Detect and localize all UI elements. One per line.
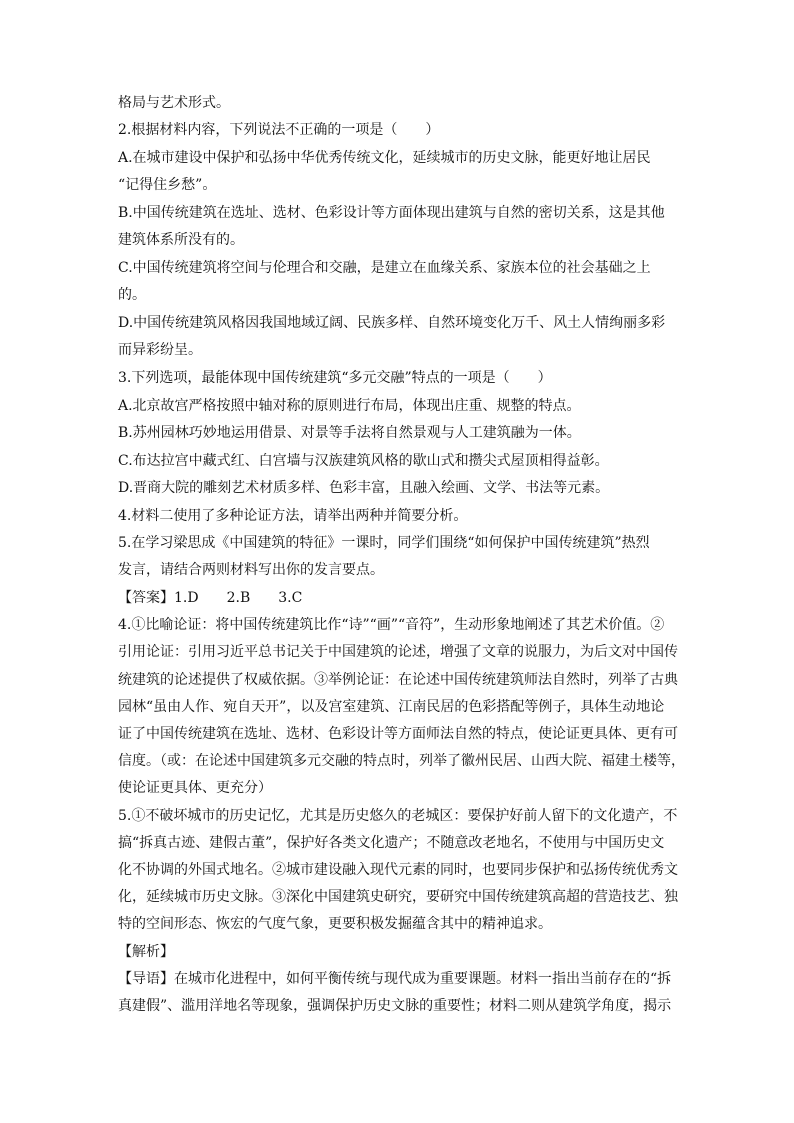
option-2c: C.中国传统建筑将空间与伦理合和交融，是建立在血缘关系、家族本位的社会基础之上 — [118, 260, 651, 276]
text-line: 使论证更具体、更充分） — [118, 780, 272, 796]
text-line: 信度。（或：在论述中国建筑多元交融的特点时，列举了徽州民居、山西大院、福建土楼等， — [118, 753, 685, 769]
question-3: 3.下列选项，最能体现中国传统建筑“多元交融”特点的一项是（ ） — [118, 370, 552, 386]
text-line: 引用论证：引用习近平总书记关于中国建筑的论述，增强了文章的说服力，为后文对中国传 — [118, 644, 678, 660]
question-2: 2.根据材料内容，下列说法不正确的一项是（ ） — [118, 122, 440, 138]
answer-5: 5.①不破坏城市的历史记忆，尤其是历史悠久的老城区：要保护好前人留下的文化遗产，不 — [118, 808, 678, 824]
text-line: 化不协调的外国式地名。②城市建设融入现代元素的同时，也要同步保护和弘扬传统优秀文 — [118, 862, 678, 878]
intro-paragraph: 【导语】在城市化进程中，如何平衡传统与现代成为重要课题。材料一指出当前存在的“拆 — [118, 971, 672, 987]
text-line: 而异彩纷呈。 — [118, 342, 202, 358]
text-line: 搞“拆真古迹、建假古董”，保护好各类文化遗产；不随意改老地名，不使用与中国历史文 — [118, 835, 665, 851]
option-3c: C.布达拉宫中藏式红、白宫墙与汉族建筑风格的歇山式和攒尖式屋顶相得益彰。 — [118, 453, 609, 469]
option-2a: A.在城市建设中保护和弘扬中华优秀传统文化，延续城市的历史文脉，能更好地让居民 — [118, 150, 651, 166]
option-2b: B.中国传统建筑在选址、选材、色彩设计等方面体现出建筑与自然的密切关系，这是其他 — [118, 205, 665, 221]
text-line: 特的空间形态、恢宏的气度气象，更要积极发掘蕴含其中的精神追求。 — [118, 916, 552, 932]
text-line: 证了中国传统建筑在选址、选材、色彩设计等方面师法自然的特点，使论证更具体、更有可 — [118, 726, 678, 742]
question-5: 5.在学习梁思成《中国建筑的特征》一课时，同学们围绕“如何保护中国传统建筑”热烈 — [118, 535, 650, 551]
text-line: “记得住乡愁”。 — [118, 177, 217, 193]
analysis-heading: 【解析】 — [118, 944, 174, 960]
question-4: 4.材料二使用了多种论证方法，请举出两种并简要分析。 — [118, 508, 468, 524]
option-3a: A.北京故宫严格按照中轴对称的原则进行布局，体现出庄重、规整的特点。 — [118, 398, 581, 414]
text-line: 真建假”、滥用洋地名等现象，强调保护历史文脉的重要性；材料二则从建筑学角度，揭示 — [118, 998, 672, 1014]
text-line: 园林“虽由人作、宛自天开”，以及宫室建筑、江南民居的色彩搭配等例子，具体生动地论 — [118, 699, 665, 715]
text-line: 统建筑的论述提供了权威依据。③举例论证：在论述中国传统建筑师法自然时，列举了古典 — [118, 672, 678, 688]
answer-4: 4.①比喻论证：将中国传统建筑比作“诗”“画”“音符”，生动形象地阐述了其艺术价值。② — [118, 617, 665, 633]
text-line: 格局与艺术形式。 — [118, 95, 230, 111]
answer-line: 【答案】1.D 2.B 3.C — [118, 590, 303, 606]
text-line: 建筑体系所没有的。 — [118, 232, 244, 248]
text-line: 的。 — [118, 287, 146, 303]
text-line: 发言，请结合两则材料写出你的发言要点。 — [118, 562, 384, 578]
text-line: 化，延续城市历史文脉。③深化中国建筑史研究，要研究中国传统建筑高超的营造技艺、独 — [118, 889, 678, 905]
option-3d: D.晋商大院的雕刻艺术材质多样、色彩丰富，且融入绘画、文学、书法等元素。 — [118, 480, 610, 496]
option-2d: D.中国传统建筑风格因我国地域辽阔、民族多样、自然环境变化万千、风土人情绚丽多彩 — [118, 315, 666, 331]
option-3b: B.苏州园林巧妙地运用借景、对景等手法将自然景观与人工建筑融为一体。 — [118, 425, 581, 441]
